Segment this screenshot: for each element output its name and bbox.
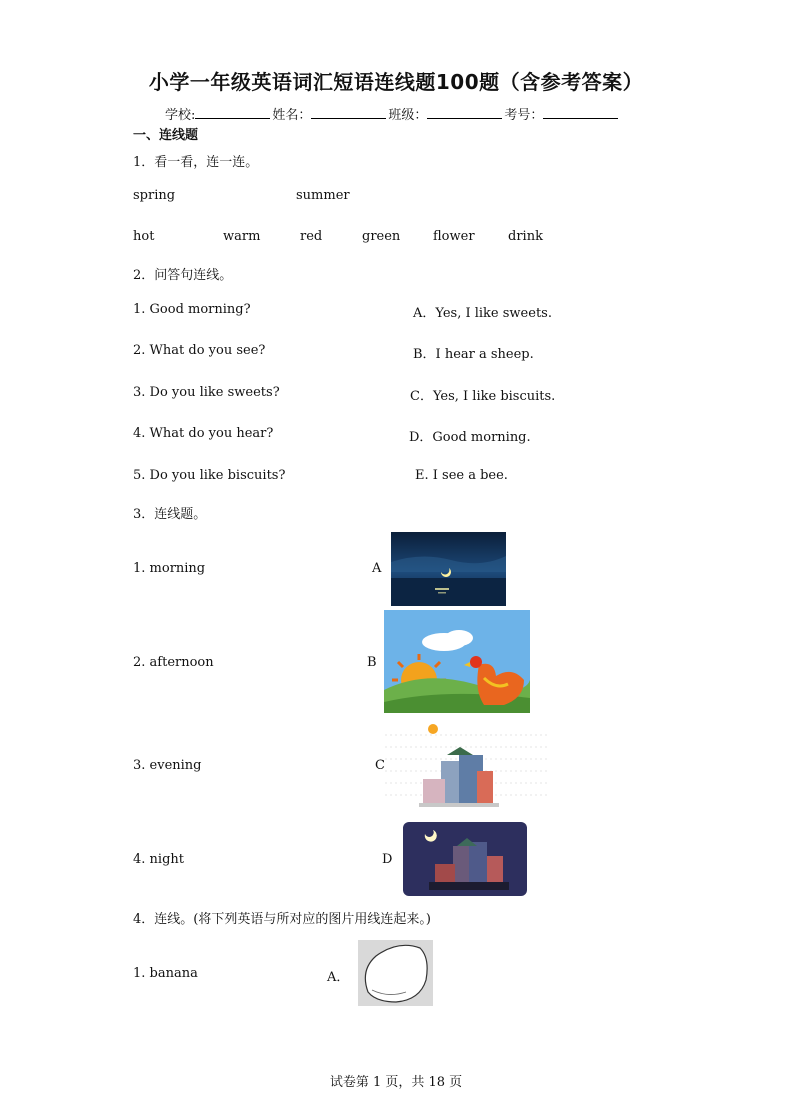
q1-word: flower — [433, 229, 475, 244]
sunrise-rooster-image — [384, 610, 530, 713]
q1-word: red — [300, 229, 323, 244]
class-blank[interactable] — [427, 106, 502, 119]
city-night-moon-image — [403, 822, 527, 896]
q2-answer: E. I see a bee. — [415, 468, 508, 483]
q2-question: 3. Do you like sweets? — [133, 385, 280, 400]
q3-prompt: 3．连线题。 — [133, 507, 207, 522]
q4-term: 1. banana — [133, 966, 198, 981]
q3-term: 3. evening — [133, 758, 202, 773]
q1-word: hot — [133, 229, 155, 244]
page-title: 小学一年级英语词汇短语连线题100题（含参考答案） — [148, 70, 644, 94]
q3-option-letter: C — [375, 758, 385, 773]
city-buildings-day-image — [385, 717, 549, 816]
q3-term: 4. night — [133, 852, 184, 867]
number-label: 考号： — [504, 108, 544, 123]
q3-term: 2. afternoon — [133, 655, 214, 670]
q1-word: warm — [223, 229, 261, 244]
q3-option-letter: A — [372, 561, 382, 576]
q3-option-letter: D — [382, 852, 393, 867]
name-label: 姓名： — [272, 108, 312, 123]
q2-question: 4. What do you hear? — [133, 426, 274, 441]
q2-question: 1. Good morning? — [133, 302, 251, 317]
q1-prompt: 1．看一看，连一连。 — [133, 155, 259, 170]
page-footer: 试卷第 1 页，共 18 页 — [329, 1075, 463, 1090]
q1-word: spring — [133, 188, 176, 203]
q2-answer: A．Yes, I like sweets. — [413, 306, 552, 321]
q2-answer: C．Yes, I like biscuits. — [410, 389, 556, 404]
q2-prompt: 2．问答句连线。 — [133, 268, 233, 283]
section-heading: 一、连线题 — [133, 128, 199, 143]
q3-option-letter: B — [367, 655, 377, 670]
q4-option-letter: A． — [327, 970, 350, 985]
mango-sketch-image — [358, 940, 433, 1006]
school-blank[interactable] — [195, 106, 270, 119]
q3-term: 1. morning — [133, 561, 206, 576]
school-label: 学校: — [165, 108, 196, 123]
q2-question: 2. What do you see? — [133, 343, 266, 358]
q2-answer: D．Good morning. — [409, 430, 531, 445]
q4-prompt: 4．连线。(将下列英语与所对应的图片用线连起来。) — [133, 912, 431, 927]
moon-over-sea-image — [391, 532, 506, 606]
student-info-line — [165, 104, 620, 123]
q2-answer: B．I hear a sheep. — [413, 347, 534, 362]
q2-question: 5. Do you like biscuits? — [133, 468, 286, 483]
class-label: 班级： — [388, 108, 428, 123]
q1-word: drink — [508, 229, 543, 244]
q1-word: summer — [296, 188, 350, 203]
name-blank[interactable] — [311, 106, 386, 119]
number-blank[interactable] — [543, 106, 618, 119]
q1-word: green — [362, 229, 401, 244]
